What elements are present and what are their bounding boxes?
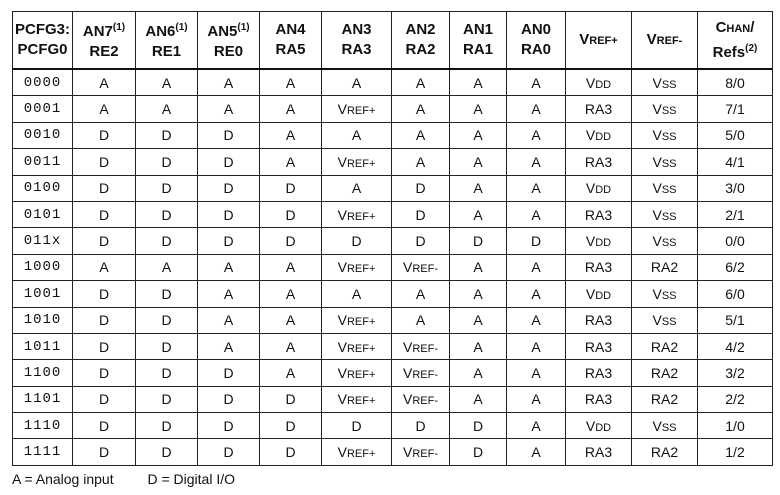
table-row <box>13 360 773 386</box>
table-cell: VSS <box>632 307 698 333</box>
table-cell: VREF+ <box>322 149 392 175</box>
pcfg-code-cell: 1101 <box>13 386 73 412</box>
table-cell: D <box>450 228 507 254</box>
table-cell: RA3 <box>566 96 632 122</box>
col-header-sublabel: RA2 <box>405 41 436 58</box>
table-cell: VDD <box>566 69 632 96</box>
table-cell: D <box>322 413 392 439</box>
table-cell: D <box>260 386 322 412</box>
table-cell: VSS <box>632 96 698 122</box>
table-cell: 2/1 <box>698 201 773 227</box>
table-cell: A <box>507 281 566 307</box>
table-cell: A <box>507 122 566 148</box>
table-cell: D <box>136 307 198 333</box>
table-cell: A <box>322 175 392 201</box>
table-cell: VDD <box>566 413 632 439</box>
table-cell: D <box>450 439 507 465</box>
legend <box>12 471 265 487</box>
table-cell: A <box>507 175 566 201</box>
table-cell: D <box>73 333 136 359</box>
col-header-7 <box>450 12 507 70</box>
table-row <box>13 386 773 412</box>
table-cell: A <box>260 281 322 307</box>
table-cell: RA3 <box>566 360 632 386</box>
table-cell: VREF- <box>392 439 450 465</box>
pcfg-code-cell: 0100 <box>13 175 73 201</box>
table-row <box>13 201 773 227</box>
table-cell: VDD <box>566 281 632 307</box>
pcfg-code-cell: 1100 <box>13 360 73 386</box>
col-header-sublabel: RA1 <box>462 41 493 58</box>
table-cell: 0/0 <box>698 228 773 254</box>
table-cell: A <box>260 96 322 122</box>
pcfg-code-cell: 0010 <box>13 122 73 148</box>
table-cell: A <box>322 122 392 148</box>
table-cell: A <box>260 307 322 333</box>
table-cell: VREF- <box>392 333 450 359</box>
table-cell: RA2 <box>632 360 698 386</box>
pcfg-code-cell: 1000 <box>13 254 73 280</box>
header-row <box>13 12 773 70</box>
table-cell: D <box>136 360 198 386</box>
table-cell: VDD <box>566 175 632 201</box>
col-header-label: AN1 <box>462 21 493 38</box>
table-cell: VREF+ <box>322 333 392 359</box>
table-cell: A <box>136 69 198 96</box>
table-cell: A <box>507 96 566 122</box>
table-cell: A <box>507 254 566 280</box>
pcfg-code-cell: 011x <box>13 228 73 254</box>
col-header-9 <box>566 12 632 70</box>
table-cell: D <box>136 175 198 201</box>
table-cell: A <box>392 96 450 122</box>
table-cell: A <box>450 386 507 412</box>
table-cell: 1/2 <box>698 439 773 465</box>
table-cell: 3/0 <box>698 175 773 201</box>
table-cell: A <box>392 307 450 333</box>
pcfg-code-cell: 1011 <box>13 333 73 359</box>
col-header-3 <box>198 12 260 70</box>
table-cell: RA3 <box>566 439 632 465</box>
col-header-label: AN4 <box>275 21 306 38</box>
col-header-label: VREF- <box>646 30 683 48</box>
table-cell: 7/1 <box>698 96 773 122</box>
table-cell: A <box>507 69 566 96</box>
col-header-sublabel: RA0 <box>520 41 551 58</box>
table-cell: A <box>507 386 566 412</box>
table-cell: RA3 <box>566 333 632 359</box>
table-cell: D <box>260 413 322 439</box>
table-cell: VDD <box>566 228 632 254</box>
table-row <box>13 333 773 359</box>
table-cell: A <box>73 69 136 96</box>
table-cell: A <box>450 149 507 175</box>
col-header-sublabel: RE0 <box>213 43 244 60</box>
pcfg-code-cell: 1110 <box>13 413 73 439</box>
table-cell: RA3 <box>566 254 632 280</box>
table-cell: VSS <box>632 175 698 201</box>
pcfg-code-cell: 0011 <box>13 149 73 175</box>
table-cell: VSS <box>632 69 698 96</box>
table-cell: D <box>198 149 260 175</box>
col-header-10 <box>632 12 698 70</box>
col-header-11 <box>698 12 773 70</box>
pcfg-code-cell: 0000 <box>13 69 73 96</box>
table-cell: RA2 <box>632 386 698 412</box>
legend-analog: A = Analog input <box>12 471 114 487</box>
table-cell: A <box>198 281 260 307</box>
col-header-label: AN5$^{(1)}$ <box>207 22 250 40</box>
col-header-5 <box>322 12 392 70</box>
table-cell: RA2 <box>632 439 698 465</box>
pcfg-code-cell: 1001 <box>13 281 73 307</box>
table-cell: 5/1 <box>698 307 773 333</box>
table-cell: VREF- <box>392 254 450 280</box>
table-cell: D <box>260 201 322 227</box>
table-cell: D <box>450 413 507 439</box>
table-cell: D <box>136 439 198 465</box>
table-cell: A <box>392 122 450 148</box>
table-cell: RA2 <box>632 254 698 280</box>
col-header-sublabel: RE1 <box>151 43 182 60</box>
table-cell: VREF+ <box>322 439 392 465</box>
table-cell: D <box>507 228 566 254</box>
col-header-label: VREF+ <box>579 30 618 48</box>
table-cell: D <box>73 386 136 412</box>
table-cell: D <box>198 201 260 227</box>
table-cell: D <box>73 149 136 175</box>
table-cell: RA3 <box>566 307 632 333</box>
table-cell: D <box>260 439 322 465</box>
table-cell: VREF+ <box>322 307 392 333</box>
table-cell: VREF+ <box>322 96 392 122</box>
table-cell: D <box>73 281 136 307</box>
pcfg-code-cell: 1111 <box>13 439 73 465</box>
table-cell: A <box>450 175 507 201</box>
table-cell: D <box>73 122 136 148</box>
table-cell: VDD <box>566 122 632 148</box>
table-cell: A <box>507 307 566 333</box>
table-cell: A <box>260 122 322 148</box>
col-header-2 <box>136 12 198 70</box>
table-cell: D <box>322 228 392 254</box>
table-cell: 5/0 <box>698 122 773 148</box>
table-cell: A <box>507 360 566 386</box>
pcfg-code-cell: 1010 <box>13 307 73 333</box>
table-cell: A <box>198 333 260 359</box>
table-cell: A <box>450 307 507 333</box>
table-cell: 2/2 <box>698 386 773 412</box>
table-cell: VSS <box>632 149 698 175</box>
table-cell: D <box>392 201 450 227</box>
table-cell: 1/0 <box>698 413 773 439</box>
table-cell: A <box>198 96 260 122</box>
table-row <box>13 122 773 148</box>
col-header-label: PCFG3: <box>14 21 70 38</box>
col-header-label: AN2 <box>405 21 436 38</box>
table-cell: 6/2 <box>698 254 773 280</box>
table-row <box>13 96 773 122</box>
table-cell: D <box>73 439 136 465</box>
table-cell: A <box>198 307 260 333</box>
table-cell: D <box>260 175 322 201</box>
col-header-6 <box>392 12 450 70</box>
table-cell: VSS <box>632 228 698 254</box>
table-row <box>13 175 773 201</box>
table-cell: D <box>198 439 260 465</box>
table-cell: VREF+ <box>322 254 392 280</box>
table-row <box>13 439 773 465</box>
col-header-4 <box>260 12 322 70</box>
table-cell: A <box>198 69 260 96</box>
table-cell: 3/2 <box>698 360 773 386</box>
table-cell: A <box>507 201 566 227</box>
table-cell: D <box>136 386 198 412</box>
table-cell: A <box>507 413 566 439</box>
table-cell: RA3 <box>566 386 632 412</box>
table-cell: A <box>392 281 450 307</box>
table-cell: A <box>392 149 450 175</box>
table-cell: D <box>73 360 136 386</box>
table-cell: A <box>260 333 322 359</box>
table-cell: D <box>198 175 260 201</box>
table-cell: VREF+ <box>322 360 392 386</box>
table-cell: D <box>198 386 260 412</box>
table-cell: A <box>322 69 392 96</box>
table-cell: RA3 <box>566 149 632 175</box>
pcfg-config-table <box>12 11 773 466</box>
table-cell: D <box>136 149 198 175</box>
table-cell: D <box>198 228 260 254</box>
table-cell: D <box>136 333 198 359</box>
table-cell: A <box>507 333 566 359</box>
table-cell: A <box>260 149 322 175</box>
table-cell: A <box>507 149 566 175</box>
table-cell: D <box>136 281 198 307</box>
table-cell: D <box>73 307 136 333</box>
table-row <box>13 281 773 307</box>
table-cell: A <box>450 96 507 122</box>
col-header-label: AN6$^{(1)}$ <box>145 22 188 40</box>
table-cell: A <box>450 281 507 307</box>
table-cell: VREF- <box>392 386 450 412</box>
table-cell: VREF+ <box>322 386 392 412</box>
table-cell: A <box>450 254 507 280</box>
table-cell: A <box>260 360 322 386</box>
table-row <box>13 307 773 333</box>
table-cell: A <box>450 69 507 96</box>
table-cell: D <box>73 413 136 439</box>
pcfg-code-cell: 0001 <box>13 96 73 122</box>
table-cell: 6/0 <box>698 281 773 307</box>
table-cell: A <box>136 96 198 122</box>
table-cell: A <box>73 254 136 280</box>
col-header-label: CHAN/ <box>715 18 755 36</box>
table-cell: A <box>507 439 566 465</box>
pcfg-code-cell: 0101 <box>13 201 73 227</box>
table-cell: D <box>136 228 198 254</box>
table-row <box>13 69 773 96</box>
table-cell: VSS <box>632 122 698 148</box>
table-cell: VSS <box>632 201 698 227</box>
legend-digital: D = Digital I/O <box>147 471 236 487</box>
col-header-8 <box>507 12 566 70</box>
table-cell: D <box>260 228 322 254</box>
col-header-sublabel: Refs$^{(2)}$ <box>712 42 758 61</box>
table-cell: D <box>73 228 136 254</box>
table-cell: RA3 <box>566 201 632 227</box>
table-cell: D <box>73 175 136 201</box>
table-cell: VSS <box>632 281 698 307</box>
table-cell: A <box>450 122 507 148</box>
col-header-label: AN3 <box>341 21 372 38</box>
table-cell: D <box>198 413 260 439</box>
table-cell: A <box>450 360 507 386</box>
table-cell: A <box>450 333 507 359</box>
col-header-sublabel: RA3 <box>341 41 372 58</box>
table-cell: D <box>136 413 198 439</box>
col-header-1 <box>73 12 136 70</box>
table-cell: VREF- <box>392 360 450 386</box>
table-cell: D <box>392 413 450 439</box>
table-cell: D <box>136 201 198 227</box>
table-cell: A <box>73 96 136 122</box>
table-row <box>13 254 773 280</box>
table-row <box>13 149 773 175</box>
table-cell: 4/2 <box>698 333 773 359</box>
table-cell: 4/1 <box>698 149 773 175</box>
table-cell: D <box>392 228 450 254</box>
table-cell: A <box>136 254 198 280</box>
table-cell: A <box>260 69 322 96</box>
table-row <box>13 228 773 254</box>
table-cell: A <box>392 69 450 96</box>
col-header-sublabel: PCFG0 <box>17 41 68 58</box>
table-cell: A <box>322 281 392 307</box>
table-cell: D <box>198 122 260 148</box>
table-row <box>13 413 773 439</box>
table-cell: RA2 <box>632 333 698 359</box>
table-cell: VSS <box>632 413 698 439</box>
table-cell: D <box>392 175 450 201</box>
table-cell: 8/0 <box>698 69 773 96</box>
col-header-label: AN7$^{(1)}$ <box>82 22 126 40</box>
col-header-sublabel: RA5 <box>275 41 306 58</box>
table-cell: A <box>260 254 322 280</box>
table-cell: D <box>136 122 198 148</box>
col-header-0 <box>13 12 73 70</box>
col-header-label: AN0 <box>520 21 551 38</box>
table-cell: D <box>198 360 260 386</box>
table-cell: A <box>450 201 507 227</box>
table-cell: D <box>73 201 136 227</box>
table-cell: A <box>198 254 260 280</box>
col-header-sublabel: RE2 <box>89 43 119 60</box>
table-cell: VREF+ <box>322 201 392 227</box>
